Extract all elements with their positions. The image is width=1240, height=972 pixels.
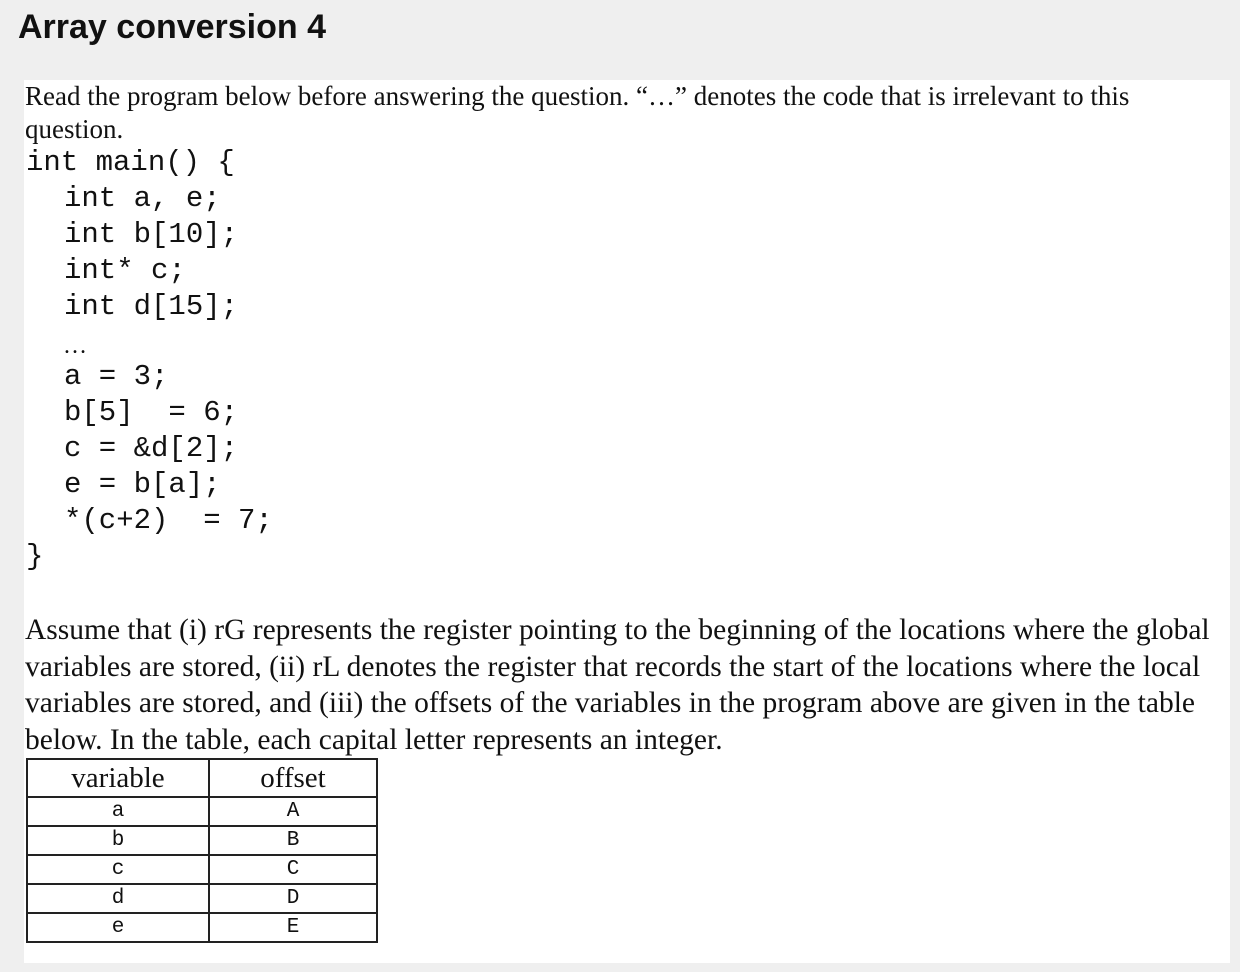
code-line: int d[15]; bbox=[64, 290, 239, 323]
variable-cell: b bbox=[27, 826, 209, 855]
table-row bbox=[27, 797, 377, 826]
question-panel bbox=[24, 80, 1230, 963]
variable-cell: c bbox=[27, 855, 209, 884]
code-line: int main() { bbox=[26, 146, 235, 179]
column-header-offset: offset bbox=[209, 759, 377, 797]
question-intro: Read the program below before answering the question. “…” denotes the code that is irrelevant to this question. bbox=[25, 81, 1130, 144]
code-line: int a, e; bbox=[64, 182, 221, 215]
offset-cell: D bbox=[209, 884, 377, 913]
variable-cell: d bbox=[27, 884, 209, 913]
offset-cell: A bbox=[209, 797, 377, 826]
code-line: *(c+2) = 7; bbox=[64, 504, 273, 537]
table-header-row bbox=[27, 759, 377, 797]
offset-cell: B bbox=[209, 826, 377, 855]
code-line: e = b[a]; bbox=[64, 468, 221, 501]
variable-cell: a bbox=[27, 797, 209, 826]
table-row bbox=[27, 913, 377, 942]
code-line: c = &d[2]; bbox=[64, 432, 239, 465]
assumption-text: Assume that (i) rG represents the register pointing to the beginning of the locations where the global variables are stored, (ii) rL denotes the register that records the start of the locations where the local variables are stored, and (iii) the offsets of the variables in the program above are given in the table below. In the table, each capital letter represents an integer. bbox=[25, 614, 1210, 756]
offset-cell: E bbox=[209, 913, 377, 942]
code-line: } bbox=[26, 540, 44, 573]
table-row bbox=[27, 855, 377, 884]
code-line: int b[10]; bbox=[64, 218, 239, 251]
code-line: int* c; bbox=[64, 254, 186, 287]
variable-cell: e bbox=[27, 913, 209, 942]
table-row bbox=[27, 884, 377, 913]
column-header-variable: variable bbox=[27, 759, 209, 797]
code-ellipsis: … bbox=[63, 333, 87, 359]
table-row bbox=[27, 826, 377, 855]
code-line: a = 3; bbox=[64, 360, 169, 393]
offset-table bbox=[26, 758, 378, 943]
code-line: b[5] = 6; bbox=[64, 396, 239, 429]
offset-cell: C bbox=[209, 855, 377, 884]
page-title: Array conversion 4 bbox=[18, 8, 327, 46]
